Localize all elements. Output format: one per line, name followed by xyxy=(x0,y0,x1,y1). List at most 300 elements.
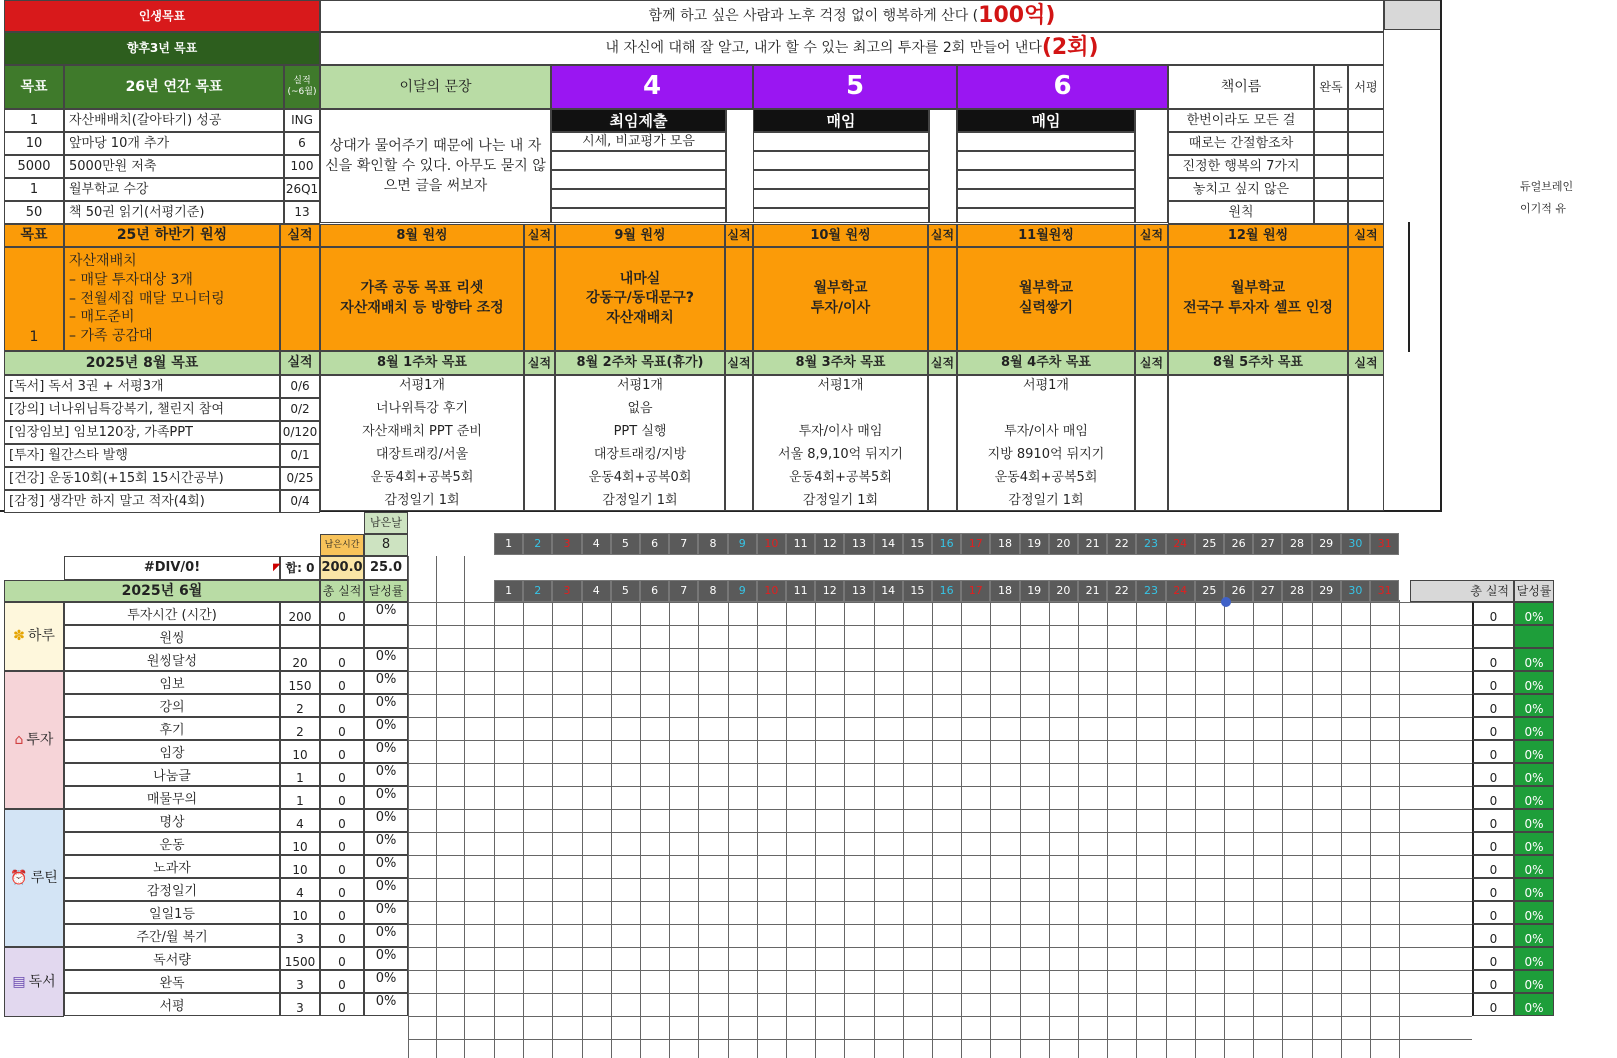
week-item[interactable]: 지방 8910억 뒤지기 xyxy=(987,447,1105,463)
grid-line xyxy=(669,600,670,1058)
book-review-cell[interactable] xyxy=(1348,201,1384,224)
day-header[interactable]: 31 xyxy=(1370,580,1399,602)
day-header[interactable]: 3 xyxy=(552,580,581,602)
day-header[interactable]: 1 xyxy=(494,580,523,602)
month-6-item[interactable] xyxy=(957,208,1135,223)
right-row-total[interactable]: 0 xyxy=(1472,970,1514,993)
half-month-body[interactable] xyxy=(753,247,928,351)
aug-goal-result[interactable]: 0/25 xyxy=(280,467,320,490)
day-header[interactable]: 22 xyxy=(1107,580,1136,602)
tracker-row-rate[interactable]: 0% xyxy=(364,694,408,717)
day-header[interactable]: 6 xyxy=(640,580,669,602)
aug-goal-text[interactable]: [임장임보] 임보120장, 가족PPT xyxy=(4,421,280,444)
annual-goal-result[interactable]: 26Q1 xyxy=(284,178,320,201)
tracker-row-rate[interactable]: 0% xyxy=(364,878,408,901)
day-header[interactable]: 25 xyxy=(1195,533,1224,555)
group-label-cell xyxy=(4,671,64,809)
tracker-row-title[interactable]: 노과자 xyxy=(64,855,280,878)
book-review-cell[interactable] xyxy=(1348,178,1384,201)
book-done-cell[interactable] xyxy=(1314,178,1348,201)
half-month-header: 9월 원씽 xyxy=(555,224,725,247)
month-5-item[interactable] xyxy=(753,189,929,208)
book-name[interactable]: 진정한 행복의 7가지 xyxy=(1168,155,1314,178)
tracker-row-rate[interactable]: 0% xyxy=(364,786,408,809)
right-row-rate[interactable]: 0% xyxy=(1514,763,1554,786)
tracker-row-goal[interactable]: 3 xyxy=(280,993,320,1016)
day-header[interactable]: 29 xyxy=(1312,580,1341,602)
tracker-row-goal[interactable] xyxy=(280,625,320,648)
week-result-cell[interactable] xyxy=(725,375,753,511)
day-header[interactable]: 16 xyxy=(932,580,961,602)
tracker-row-goal[interactable]: 10 xyxy=(280,901,320,924)
day-header[interactable]: 17 xyxy=(961,580,990,602)
tracker-row-title[interactable]: 임장 xyxy=(64,740,280,763)
day-header[interactable]: 2 xyxy=(523,533,552,555)
aug-goal-result[interactable]: 0/1 xyxy=(280,444,320,467)
day-header[interactable]: 18 xyxy=(990,580,1019,602)
tracker-row-title[interactable]: 후기 xyxy=(64,717,280,740)
life-goal-text: 함께 하고 싶은 사람과 노후 걱정 없이 행복하게 산다 ( xyxy=(648,7,979,24)
week-item[interactable]: 운동4회+공복0회 xyxy=(588,470,692,486)
day-header[interactable]: 11 xyxy=(786,533,815,555)
tracker-row-title[interactable]: 서평 xyxy=(64,993,280,1016)
tracker-row-title[interactable]: 나눔글 xyxy=(64,763,280,786)
day-header[interactable]: 4 xyxy=(582,580,611,602)
tracker-row-goal[interactable]: 2 xyxy=(280,694,320,717)
right-row-total[interactable]: 0 xyxy=(1472,717,1514,740)
right-row-rate[interactable]: 0% xyxy=(1514,993,1554,1016)
month-4-item[interactable]: 시세, 비교평가 모음 xyxy=(551,132,726,151)
week-item[interactable]: 투자/이사 매임 xyxy=(798,424,883,440)
month-5-item[interactable] xyxy=(753,151,929,170)
tracker-row-total[interactable]: 0 xyxy=(320,832,364,855)
annual-goal-number[interactable]: 1 xyxy=(4,109,64,132)
day-header[interactable]: 7 xyxy=(669,580,698,602)
aug-goal-result[interactable]: 0/120 xyxy=(280,421,320,444)
day-header[interactable]: 27 xyxy=(1253,533,1282,555)
right-row-total[interactable]: 0 xyxy=(1472,602,1514,625)
selection-handle[interactable] xyxy=(1221,597,1231,607)
tracker-row-goal[interactable]: 3 xyxy=(280,970,320,993)
half-month-body[interactable] xyxy=(555,247,725,351)
right-row-total[interactable]: 0 xyxy=(1472,832,1514,855)
week-header: 8월 3주차 목표 xyxy=(753,351,928,375)
tracker-row-goal[interactable]: 4 xyxy=(280,809,320,832)
day-header[interactable]: 28 xyxy=(1282,580,1311,602)
annual-goal-result[interactable]: 100 xyxy=(284,155,320,178)
day-header[interactable]: 16 xyxy=(932,533,961,555)
tracker-row-total[interactable]: 0 xyxy=(320,947,364,970)
week-result-header: 실적 xyxy=(1348,351,1384,375)
day-header[interactable]: 6 xyxy=(640,533,669,555)
day-header[interactable]: 19 xyxy=(1020,580,1049,602)
right-row-rate[interactable]: 0% xyxy=(1514,924,1554,947)
month-5-item[interactable] xyxy=(753,208,929,223)
week-item[interactable]: 너나위특강 후기 xyxy=(375,401,469,417)
right-row-rate[interactable] xyxy=(1514,625,1554,648)
half-month-body[interactable] xyxy=(320,247,524,351)
annual-goal-title[interactable]: 월부학교 수강 xyxy=(64,178,284,201)
day-header[interactable]: 28 xyxy=(1282,533,1311,555)
group-label-cell xyxy=(4,809,64,947)
week-item[interactable]: 운동4회+공복5회 xyxy=(994,470,1098,486)
half-goal-number[interactable]: 1 xyxy=(4,247,64,351)
tracker-row-title[interactable]: 투자시간 (시간) xyxy=(64,602,280,625)
tracker-row-total[interactable]: 0 xyxy=(320,671,364,694)
week-item[interactable]: 감정일기 1회 xyxy=(1008,493,1084,509)
life-goal-cell[interactable] xyxy=(320,0,1384,32)
time-total-cell[interactable]: 200.0 xyxy=(320,556,364,580)
day-header[interactable]: 19 xyxy=(1020,533,1049,555)
tracker-row-total[interactable]: 0 xyxy=(320,602,364,625)
month-5-task[interactable]: 매임 xyxy=(753,109,929,132)
tracker-row-title[interactable]: 일일1등 xyxy=(64,901,280,924)
week-item[interactable]: 서평1개 xyxy=(817,378,864,394)
right-row-rate[interactable]: 0% xyxy=(1514,970,1554,993)
aug-goal-result[interactable]: 0/2 xyxy=(280,398,320,421)
annual-goal-number[interactable]: 10 xyxy=(4,132,64,155)
tracker-row-rate[interactable]: 0% xyxy=(364,717,408,740)
half-month-result[interactable] xyxy=(524,247,555,351)
right-row-total[interactable] xyxy=(1472,625,1514,648)
week-item[interactable]: PPT 실행 xyxy=(613,424,667,440)
half-month-result[interactable] xyxy=(1135,247,1168,351)
month-6-task[interactable]: 매임 xyxy=(957,109,1135,132)
right-row-rate[interactable]: 0% xyxy=(1514,947,1554,970)
half-month-result[interactable] xyxy=(1348,247,1384,351)
day-header[interactable]: 14 xyxy=(874,580,903,602)
book-name[interactable]: 한번이라도 모든 걸 xyxy=(1168,109,1314,132)
right-row-total[interactable]: 0 xyxy=(1472,740,1514,763)
day-header[interactable]: 14 xyxy=(874,533,903,555)
tracker-row-total[interactable]: 0 xyxy=(320,855,364,878)
half-goal-result[interactable] xyxy=(280,247,320,351)
tracker-row-title[interactable]: 명상 xyxy=(64,809,280,832)
week-result-cell[interactable] xyxy=(928,375,957,511)
day-header[interactable]: 24 xyxy=(1166,533,1195,555)
tracker-row-goal[interactable]: 10 xyxy=(280,832,320,855)
book-review-cell[interactable] xyxy=(1348,155,1384,178)
tracker-row-goal[interactable]: 10 xyxy=(280,740,320,763)
tracker-row-total[interactable]: 0 xyxy=(320,809,364,832)
half-month-line: 강동구/동대문구? xyxy=(586,290,694,307)
tracker-row-rate[interactable]: 0% xyxy=(364,648,408,671)
week-body-frame xyxy=(753,375,928,511)
days-value-cell[interactable]: 25.0 xyxy=(364,556,408,580)
grid-line xyxy=(1282,600,1283,1058)
week-result-cell[interactable] xyxy=(524,375,555,511)
book-name[interactable]: 놓치고 싶지 않은 xyxy=(1168,178,1314,201)
right-row-total[interactable]: 0 xyxy=(1472,786,1514,809)
right-row-rate[interactable]: 0% xyxy=(1514,671,1554,694)
month-6-gap[interactable] xyxy=(1135,109,1168,223)
annual-goal-title[interactable]: 책 50권 읽기(서평기준) xyxy=(64,201,284,224)
day-header[interactable]: 23 xyxy=(1136,533,1165,555)
tracker-row-rate[interactable]: 0% xyxy=(364,763,408,786)
day-header[interactable]: 10 xyxy=(757,533,786,555)
tracker-row-title[interactable]: 강의 xyxy=(64,694,280,717)
right-row-rate[interactable]: 0% xyxy=(1514,809,1554,832)
aug-goal-result[interactable]: 0/4 xyxy=(280,490,320,513)
annual-goal-number[interactable]: 1 xyxy=(4,178,64,201)
tracker-row-total[interactable] xyxy=(320,625,364,648)
aug-goal-text[interactable]: [건강] 운동10회(+15회 15시간공부) xyxy=(4,467,280,490)
annual-goal-result[interactable]: ING xyxy=(284,109,320,132)
right-row-total[interactable]: 0 xyxy=(1472,947,1514,970)
tracker-row-rate[interactable]: 0% xyxy=(364,602,408,625)
month-4-item[interactable] xyxy=(551,189,726,208)
right-row-rate[interactable]: 0% xyxy=(1514,832,1554,855)
tracker-row-rate[interactable]: 0% xyxy=(364,924,408,947)
annual-goal-title[interactable]: 5000만원 저축 xyxy=(64,155,284,178)
tracker-row-goal[interactable]: 150 xyxy=(280,671,320,694)
tracker-row-goal[interactable]: 20 xyxy=(280,648,320,671)
div-error-cell[interactable]: #DIV/0! xyxy=(64,556,280,580)
month-4-item[interactable] xyxy=(551,208,726,223)
right-row-total[interactable]: 0 xyxy=(1472,901,1514,924)
book-done-cell[interactable] xyxy=(1314,132,1348,155)
half-goal-lines[interactable] xyxy=(64,247,280,351)
tracker-row-goal[interactable]: 1500 xyxy=(280,947,320,970)
day-header[interactable]: 10 xyxy=(757,580,786,602)
day-header[interactable]: 7 xyxy=(669,533,698,555)
half-goal-line: 자산재배치 xyxy=(69,252,137,269)
right-row-total[interactable]: 0 xyxy=(1472,809,1514,832)
right-row-rate[interactable]: 0% xyxy=(1514,648,1554,671)
tracker-row-rate[interactable] xyxy=(364,625,408,648)
tracker-row-rate[interactable]: 0% xyxy=(364,901,408,924)
week-item[interactable]: 운동4회+공복5회 xyxy=(370,470,474,486)
week-item[interactable]: 감정일기 1회 xyxy=(384,493,460,509)
day-header[interactable]: 20 xyxy=(1049,533,1078,555)
day-header[interactable]: 2 xyxy=(523,580,552,602)
annual-goal-number[interactable]: 5000 xyxy=(4,155,64,178)
day-header[interactable]: 1 xyxy=(494,533,523,555)
right-row-total[interactable]: 0 xyxy=(1472,694,1514,717)
book-review-cell[interactable] xyxy=(1348,109,1384,132)
right-marker xyxy=(1408,222,1411,352)
right-row-rate[interactable]: 0% xyxy=(1514,878,1554,901)
remain-days-label: 남은날 xyxy=(364,512,408,534)
month-5-item[interactable] xyxy=(753,170,929,189)
day-header[interactable]: 9 xyxy=(728,533,757,555)
tracker-row-total[interactable]: 0 xyxy=(320,993,364,1016)
day-header[interactable]: 12 xyxy=(815,533,844,555)
annual-goal-result[interactable]: 13 xyxy=(284,201,320,224)
tracker-row-rate[interactable]: 0% xyxy=(364,832,408,855)
right-row-total[interactable]: 0 xyxy=(1472,671,1514,694)
tracker-row-goal[interactable]: 4 xyxy=(280,878,320,901)
tracker-row-total[interactable]: 0 xyxy=(320,878,364,901)
tracker-row-goal[interactable]: 3 xyxy=(280,924,320,947)
book-name[interactable]: 때로는 간절함조차 xyxy=(1168,132,1314,155)
right-row-total[interactable]: 0 xyxy=(1472,924,1514,947)
grid-line xyxy=(523,600,524,1058)
book-done-cell[interactable] xyxy=(1314,201,1348,224)
aug-goal-text[interactable]: [독서] 독서 3권 + 서평3개 xyxy=(4,375,280,398)
day-header[interactable]: 13 xyxy=(844,580,873,602)
week-item[interactable]: 없음 xyxy=(627,401,653,417)
tracker-row-title[interactable]: 주간/월 복기 xyxy=(64,924,280,947)
tracker-row-title[interactable]: 원씽달성 xyxy=(64,648,280,671)
tracker-row-goal[interactable]: 1 xyxy=(280,763,320,786)
day-header[interactable]: 30 xyxy=(1341,580,1370,602)
week-item[interactable]: 투자/이사 매임 xyxy=(1004,424,1088,440)
tracker-row-total[interactable]: 0 xyxy=(320,901,364,924)
three-year-goal-label: 향후3년 목표 xyxy=(4,32,320,65)
half-month-body[interactable] xyxy=(957,247,1135,351)
aug-goal-text[interactable]: [감정] 생각만 하지 말고 적자(4회) xyxy=(4,490,280,513)
tracker-row-goal[interactable]: 10 xyxy=(280,855,320,878)
week-item[interactable]: 대장트래킹/서울 xyxy=(375,447,469,463)
aug-goal-text[interactable]: [투자] 월간스타 발행 xyxy=(4,444,280,467)
month-4-header: 4 xyxy=(551,65,753,109)
tracker-row-rate[interactable]: 0% xyxy=(364,947,408,970)
half-month-result-header: 실적 xyxy=(1135,224,1168,247)
annual-goal-result[interactable]: 6 xyxy=(284,132,320,155)
half-month-body[interactable] xyxy=(1168,247,1348,351)
day-header[interactable]: 8 xyxy=(698,533,727,555)
right-row-total[interactable]: 0 xyxy=(1472,648,1514,671)
month-4-task[interactable]: 최임제출 xyxy=(551,109,726,132)
day-header[interactable]: 12 xyxy=(815,580,844,602)
half-month-result[interactable] xyxy=(725,247,753,351)
month-5-item[interactable] xyxy=(753,132,929,151)
day-header[interactable]: 15 xyxy=(903,533,932,555)
day-header[interactable]: 21 xyxy=(1078,533,1107,555)
week-item[interactable]: 자산재배치 PPT 준비 xyxy=(362,424,482,440)
annual-goal-number[interactable]: 50 xyxy=(4,201,64,224)
corner-cell[interactable] xyxy=(1384,0,1442,30)
right-row-rate[interactable]: 0% xyxy=(1514,602,1554,625)
right-row-rate[interactable]: 0% xyxy=(1514,694,1554,717)
day-header[interactable]: 8 xyxy=(698,580,727,602)
week-item[interactable]: 서평1개 xyxy=(617,378,663,394)
week-item[interactable]: 서평1개 xyxy=(1023,378,1069,394)
day-header[interactable]: 4 xyxy=(582,533,611,555)
day-header[interactable]: 3 xyxy=(552,533,581,555)
sentence-text[interactable]: 상대가 물어주기 때문에 나는 내 자신을 확인할 수 있다. 아무도 묻지 않으면 글을 써보자 xyxy=(320,109,551,223)
day-header[interactable]: 22 xyxy=(1107,533,1136,555)
week-item[interactable]: 운동4회+공복5회 xyxy=(789,470,892,486)
week-item[interactable]: 서울 8,9,10억 뒤지기 xyxy=(778,447,903,463)
day-header[interactable]: 21 xyxy=(1078,580,1107,602)
right-row-rate[interactable]: 0% xyxy=(1514,901,1554,924)
day-header[interactable]: 18 xyxy=(990,533,1019,555)
book-name[interactable]: 원칙 xyxy=(1168,201,1314,224)
tracker-row-total[interactable]: 0 xyxy=(320,763,364,786)
tracker-row-title[interactable]: 감정일기 xyxy=(64,878,280,901)
month-6-item[interactable] xyxy=(957,132,1135,151)
right-row-rate[interactable]: 0% xyxy=(1514,855,1554,878)
right-row-total[interactable]: 0 xyxy=(1472,855,1514,878)
tracker-row-total[interactable]: 0 xyxy=(320,970,364,993)
total-header: 총 실적 xyxy=(320,580,364,602)
day-header[interactable]: 25 xyxy=(1195,580,1224,602)
tracker-row-rate[interactable]: 0% xyxy=(364,809,408,832)
day-header[interactable]: 5 xyxy=(611,533,640,555)
month-6-item[interactable] xyxy=(957,170,1135,189)
tracker-row-title[interactable]: 매물무의 xyxy=(64,786,280,809)
day-header[interactable]: 17 xyxy=(961,533,990,555)
tracker-row-rate[interactable]: 0% xyxy=(364,855,408,878)
tracker-row-title[interactable]: 임보 xyxy=(64,671,280,694)
tracker-row-rate[interactable]: 0% xyxy=(364,671,408,694)
week-item[interactable]: 대장트래킹/지방 xyxy=(593,447,687,463)
annual-goal-title[interactable]: 자산배배치(갈아타기) 성공 xyxy=(64,109,284,132)
tracker-row-goal[interactable]: 1 xyxy=(280,786,320,809)
day-header[interactable]: 26 xyxy=(1224,580,1253,602)
day-header[interactable]: 23 xyxy=(1136,580,1165,602)
tracker-row-title[interactable]: 독서량 xyxy=(64,947,280,970)
three-year-goal-cell[interactable] xyxy=(320,32,1384,65)
month-6-item[interactable] xyxy=(957,189,1135,208)
tracker-row-title[interactable]: 원씽 xyxy=(64,625,280,648)
day-header[interactable]: 13 xyxy=(844,533,873,555)
day-header[interactable]: 20 xyxy=(1049,580,1078,602)
day-header[interactable]: 26 xyxy=(1224,533,1253,555)
day-header[interactable]: 5 xyxy=(611,580,640,602)
tracker-row-total[interactable]: 0 xyxy=(320,786,364,809)
aug-goal-text[interactable]: [강의] 너나위님특강복기, 챌린지 참여 xyxy=(4,398,280,421)
right-row-total[interactable]: 0 xyxy=(1472,878,1514,901)
day-header[interactable]: 27 xyxy=(1253,580,1282,602)
week-item[interactable]: 감정일기 1회 xyxy=(602,493,678,509)
tracker-row-total[interactable]: 0 xyxy=(320,717,364,740)
week-item[interactable]: 서평1개 xyxy=(399,378,445,394)
day-header[interactable]: 24 xyxy=(1166,580,1195,602)
day-header[interactable]: 11 xyxy=(786,580,815,602)
month-5-gap[interactable] xyxy=(929,109,957,223)
right-row-rate[interactable]: 0% xyxy=(1514,740,1554,763)
right-row-total[interactable]: 0 xyxy=(1472,993,1514,1016)
tracker-row-total[interactable]: 0 xyxy=(320,648,364,671)
right-row-rate[interactable]: 0% xyxy=(1514,786,1554,809)
day-header[interactable]: 31 xyxy=(1370,533,1399,555)
month-6-item[interactable] xyxy=(957,151,1135,170)
half-month-result-header: 실적 xyxy=(725,224,753,247)
tracker-row-rate[interactable]: 0% xyxy=(364,970,408,993)
day-header[interactable]: 30 xyxy=(1341,533,1370,555)
day-header[interactable]: 29 xyxy=(1312,533,1341,555)
aug-goal-result[interactable]: 0/6 xyxy=(280,375,320,398)
tracker-row-title[interactable]: 운동 xyxy=(64,832,280,855)
book-done-cell[interactable] xyxy=(1314,155,1348,178)
tracker-row-title[interactable]: 완독 xyxy=(64,970,280,993)
tracker-row-rate[interactable]: 0% xyxy=(364,740,408,763)
tracker-row-total[interactable]: 0 xyxy=(320,740,364,763)
day-header[interactable]: 9 xyxy=(728,580,757,602)
right-row-rate[interactable]: 0% xyxy=(1514,717,1554,740)
book-review-cell[interactable] xyxy=(1348,132,1384,155)
day-header[interactable]: 15 xyxy=(903,580,932,602)
tracker-row-goal[interactable]: 200 xyxy=(280,602,320,625)
week-result-cell[interactable] xyxy=(1135,375,1168,511)
tracker-row-total[interactable]: 0 xyxy=(320,924,364,947)
right-row-total[interactable]: 0 xyxy=(1472,763,1514,786)
tracker-row-goal[interactable]: 2 xyxy=(280,717,320,740)
tracker-row-total[interactable]: 0 xyxy=(320,694,364,717)
tracker-row-rate[interactable]: 0% xyxy=(364,993,408,1016)
book-done-cell[interactable] xyxy=(1314,109,1348,132)
sum-cell[interactable]: 합: 0 xyxy=(280,556,320,580)
month-4-item[interactable] xyxy=(551,170,726,189)
half-month-result[interactable] xyxy=(928,247,957,351)
week-result-cell[interactable] xyxy=(1348,375,1384,511)
week-item[interactable]: 감정일기 1회 xyxy=(802,493,879,509)
month-4-item[interactable] xyxy=(551,151,726,170)
annual-goal-title[interactable]: 앞마당 10개 추가 xyxy=(64,132,284,155)
